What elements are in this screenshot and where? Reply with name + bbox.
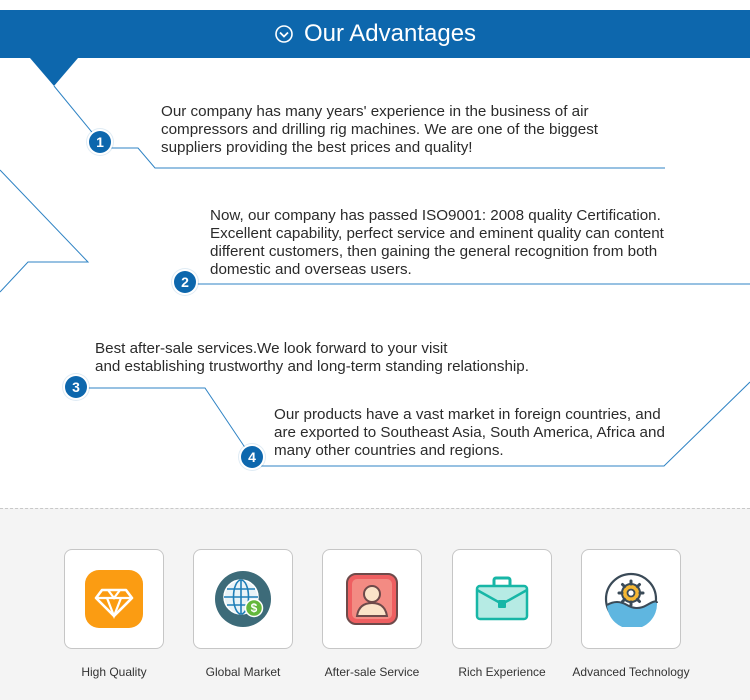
feature-high-quality [49,549,179,679]
advantage-badge-4: 4 [241,446,263,468]
feature-label: Rich Experience [458,665,546,679]
feature-card [193,549,293,649]
feature-label: High Quality [81,665,147,679]
gear-wave-icon [603,571,659,627]
feature-card [452,549,552,649]
features-section [0,508,750,700]
feature-advanced-technology [566,549,696,679]
svg-text:$: $ [250,601,258,615]
advantage-text-1: Our company has many years' experience in the business of air compressors and drilling rig machines. We are one of the biggest suppliers providing the best prices and quality! [161,103,599,156]
user-service-icon [345,572,399,626]
feature-label: Advanced Technology [572,665,690,679]
advantage-badge-2: 2 [174,271,196,293]
feature-after-sale-service [307,549,437,679]
advantage-text-2: Now, our company has passed ISO9001: 2008 quality Certification. Excellent capability, perfect service and eminent quality can content different customers, then gaining the general recognition from both domestic and overseas users. [210,207,664,278]
briefcase-icon [474,576,530,622]
globe-dollar-icon [214,570,272,628]
advantage-text-3: Best after-sale services.We look forward to your visit and establishing trustworthy and long-term standing relationship. [95,340,529,375]
feature-label: Global Market [205,665,281,679]
page-title: Our Advantages [303,20,477,47]
advantage-badge-3: 3 [65,376,87,398]
feature-label: After-sale Service [324,665,420,679]
feature-rich-experience [437,549,567,679]
advantage-badge-1: 1 [89,131,111,153]
feature-card [322,549,422,649]
feature-card [64,549,164,649]
feature-card [581,549,681,649]
feature-global-market [178,549,308,679]
diamond-icon [85,570,143,628]
advantage-text-4: Our products have a vast market in foreign countries, and are exported to Southeast Asia, South America, Africa and many other countries and regions. [274,406,665,459]
